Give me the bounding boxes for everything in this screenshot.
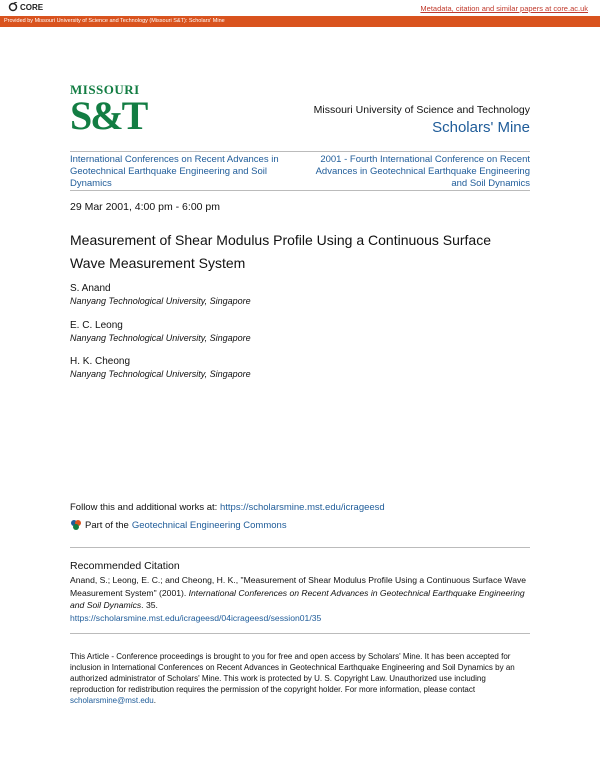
author-name: E. C. Leong bbox=[70, 320, 123, 331]
contact-email-link[interactable]: scholarsmine@mst.edu bbox=[70, 696, 154, 705]
conference-edition-link[interactable]: 2001 - Fourth International Conference on Recent Advances in Geotechnical Earthquake Engineering and Soil Dynamics bbox=[315, 154, 530, 189]
commons-icon bbox=[70, 519, 82, 531]
citation-text bbox=[70, 574, 530, 624]
commons-link[interactable]: Geotechnical Engineering Commons bbox=[131, 519, 287, 531]
citation-number: . 35. bbox=[141, 600, 158, 610]
event-date: 29 Mar 2001, 4:00 pm - 6:00 pm bbox=[70, 201, 220, 213]
repository-name[interactable]: Scholars' Mine bbox=[432, 119, 530, 136]
core-logo[interactable] bbox=[8, 2, 43, 12]
core-label: CORE bbox=[20, 2, 44, 12]
divider bbox=[70, 151, 530, 152]
copyright-notice bbox=[70, 651, 530, 706]
core-topbar bbox=[0, 0, 600, 16]
divider bbox=[70, 633, 530, 634]
provided-by-text: Provided by Missouri University of Science and Technology (Missouri S&T): Scholars' Mine bbox=[4, 18, 225, 24]
logo-missouri-text: MISSOURI bbox=[70, 82, 140, 97]
recommended-citation-heading: Recommended Citation bbox=[70, 560, 180, 572]
follow-line bbox=[70, 502, 385, 513]
conference-series-link[interactable]: International Conferences on Recent Advances in Geotechnical Earthquake Engineering and Soil Dynamics bbox=[70, 154, 279, 189]
author-affiliation: Nanyang Technological University, Singapore bbox=[70, 333, 251, 343]
author-affiliation: Nanyang Technological University, Singapore bbox=[70, 369, 251, 379]
notice-end: . bbox=[153, 696, 156, 705]
citation-link[interactable]: https://scholarsmine.mst.edu/icrageesd/04icrageesd/session01/35 bbox=[70, 612, 322, 623]
author-name: S. Anand bbox=[70, 283, 111, 294]
divider bbox=[70, 547, 530, 548]
author-affiliation: Nanyang Technological University, Singapore bbox=[70, 296, 251, 306]
paper-title: Measurement of Shear Modulus Profile Using a Continuous Surface Wave Measurement System bbox=[70, 232, 491, 271]
citation-venue: International Conferences on Recent Advances in Geotechnical Earthquake Engineering and Soil Dynamics bbox=[70, 587, 525, 610]
collection-link[interactable]: https://scholarsmine.mst.edu/icrageesd bbox=[219, 502, 385, 513]
part-of-line bbox=[70, 519, 287, 531]
notice-text: This Article - Conference proceedings is brought to you for free and open access by Scholars' Mine. It has been accepted for inclusion in International Conferences on Recent Advances in Geotechnical Earthquake Engineering and Soil Dynamics by an authorized administrator of Scholars' Mine. This work is protected by U. S. Copyright Law. Unauthorized use including reproduction for redistribution requires the permission of the copyright holder. For more information, please contact bbox=[70, 652, 515, 694]
institution-name: Missouri University of Science and Technology bbox=[313, 104, 530, 116]
metadata-link[interactable]: Metadata, citation and similar papers at core.ac.uk bbox=[420, 4, 588, 13]
author-name: H. K. Cheong bbox=[70, 356, 131, 367]
core-icon bbox=[8, 2, 18, 12]
follow-text: Follow this and additional works at: bbox=[70, 502, 220, 513]
citation-authors-title: Anand, S.; Leong, E. C.; and Cheong, H. K., "Measurement of Shear Modulus Profile Using a Continuous Surface Wave Measurement System" (2001). bbox=[70, 575, 527, 598]
part-of-text: Part of the bbox=[85, 519, 129, 531]
logo-st-text: S&T bbox=[70, 93, 147, 138]
divider bbox=[70, 190, 530, 191]
missouri-st-logo bbox=[70, 82, 147, 138]
